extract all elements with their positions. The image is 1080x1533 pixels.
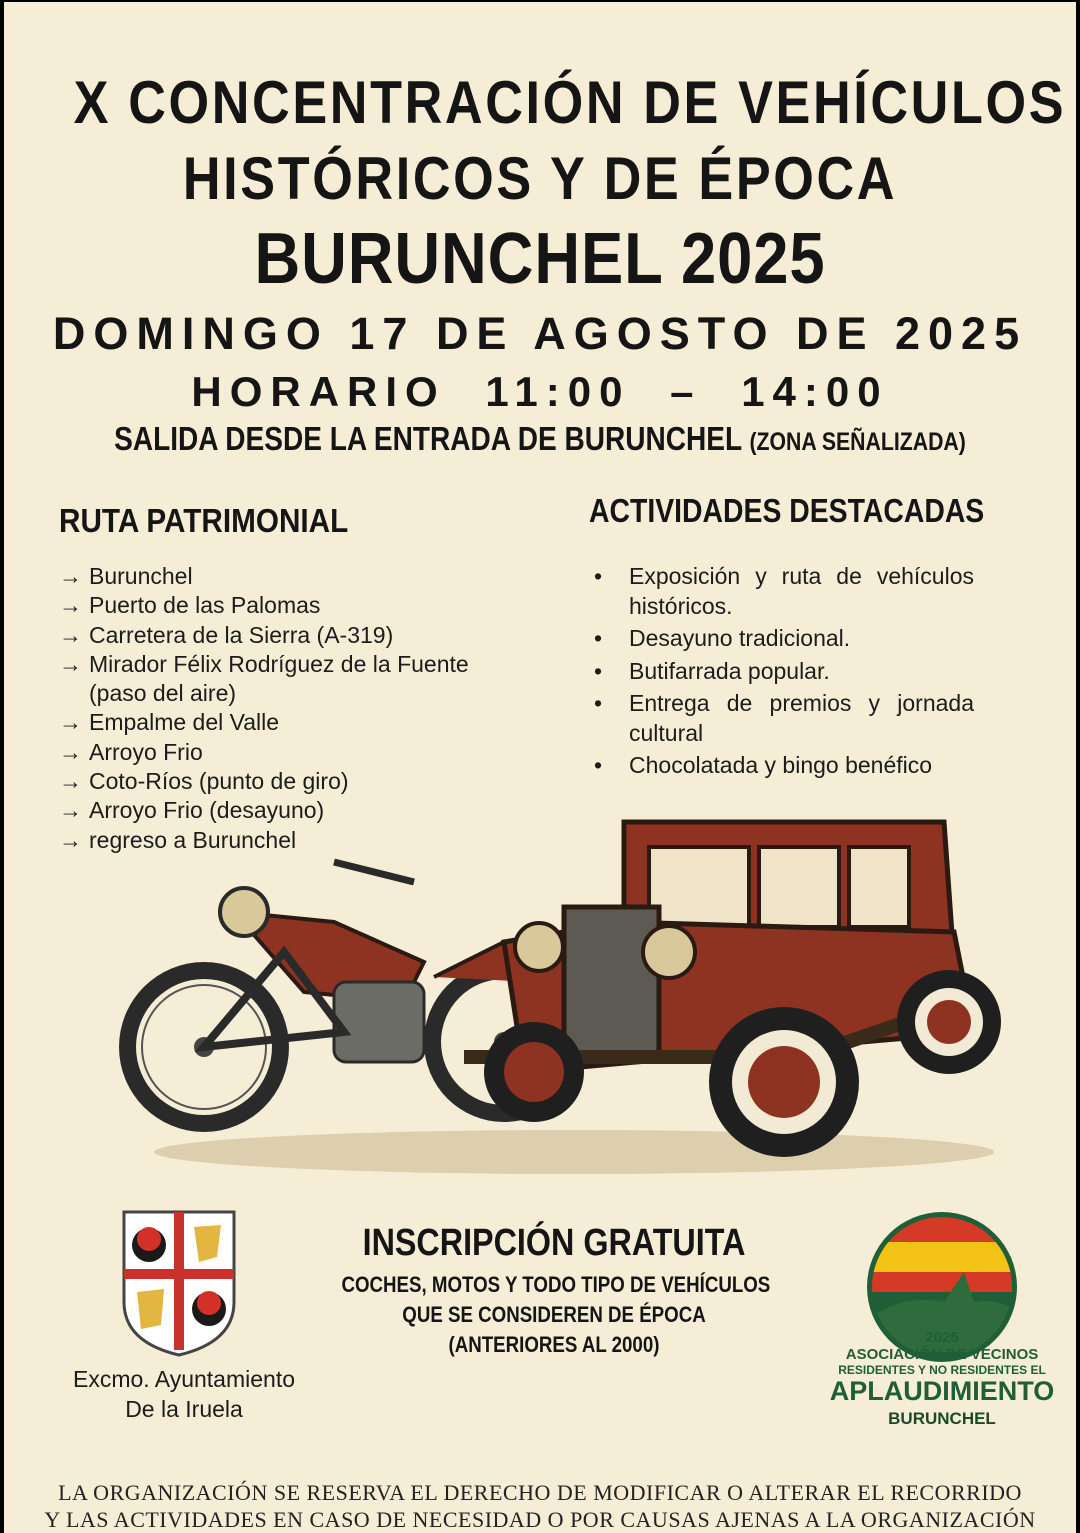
arrow-right-icon: → — [59, 563, 82, 589]
title-line-2: HISTÓRICOS Y DE ÉPOCA — [182, 145, 898, 212]
activities-list — [594, 562, 974, 784]
route-item-label: Puerto de las Palomas — [89, 592, 321, 619]
event-date: DOMINGO 17 DE AGOSTO DE 2025 — [52, 308, 1028, 359]
activity-item — [594, 562, 974, 621]
arrow-right-icon: → — [59, 797, 82, 824]
arrow-right-icon: → — [59, 650, 82, 677]
association-year: 2025 — [925, 1329, 959, 1346]
arrow-right-icon: → — [59, 621, 82, 648]
route-item — [59, 562, 529, 591]
route-item-label: Empalme del Valle — [89, 709, 280, 736]
route-item — [59, 650, 529, 709]
registration-line-2: QUE SE CONSIDEREN DE ÉPOCA — [402, 1302, 706, 1327]
activities-heading: ACTIVIDADES DESTACADAS — [589, 492, 985, 529]
arrow-right-icon: → — [59, 826, 82, 853]
association-line-2: RESIDENTES Y NO RESIDENTES EL — [838, 1363, 1046, 1377]
title-line-1: X CONCENTRACIÓN DE VEHÍCULOS — [73, 69, 1067, 136]
vintage-vehicles-illustration — [104, 802, 1004, 1192]
bullet-icon: • — [594, 690, 603, 716]
title-line-3: BURUNCHEL 2025 — [254, 219, 826, 299]
route-item — [59, 591, 529, 620]
arrow-right-icon: → — [59, 768, 82, 795]
arrow-right-icon: → — [59, 738, 82, 765]
activity-item — [594, 689, 974, 748]
association-line-3: APLAUDIMIENTO — [829, 1376, 1055, 1406]
route-item-label: Carretera de la Sierra (A-319) — [89, 621, 394, 648]
footer-line-2: Y LAS ACTIVIDADES EN CASO DE NECESIDAD O POR CAUSAS AJENAS A LA ORGANIZACIÓN — [44, 1507, 1036, 1532]
activity-item-label: Exposición y ruta de vehículos históricos. — [629, 563, 974, 619]
arrow-right-icon: → — [59, 709, 82, 736]
ayuntamiento-line-2: De la Iruela — [125, 1396, 243, 1422]
ayuntamiento-line-1: Excmo. Ayuntamiento — [72, 1366, 296, 1392]
ayuntamiento-coat-of-arms — [119, 1207, 239, 1357]
bullet-icon: • — [594, 563, 603, 589]
activity-item — [594, 624, 974, 654]
route-item-label: Coto-Ríos (punto de giro) — [89, 768, 349, 795]
registration-line-1: COCHES, MOTOS Y TODO TIPO DE VEHÍCULOS — [341, 1272, 771, 1297]
activity-item-label: Desayuno tradicional. — [629, 625, 851, 651]
event-schedule: HORARIO 11:00 – 14:00 — [191, 368, 889, 415]
route-item — [59, 738, 529, 767]
association-line-4: BURUNCHEL — [888, 1409, 996, 1428]
departure-main: SALIDA DESDE LA ENTRADA DE BURUNCHEL — [114, 420, 742, 457]
departure-note: (ZONA SEÑALIZADA) — [749, 428, 966, 456]
bullet-icon: • — [594, 625, 603, 651]
activity-item — [594, 657, 974, 687]
activity-item-label: Butifarrada popular. — [629, 657, 830, 684]
route-item — [59, 708, 529, 737]
departure-info — [84, 420, 995, 458]
route-item-label: Burunchel — [89, 563, 193, 589]
route-item-label: regreso a Burunchel — [89, 826, 297, 853]
activity-item — [594, 751, 974, 781]
car-illustration — [464, 822, 1001, 1157]
association-line-1: ASOCIACIÓN DE VECINOS — [845, 1346, 1039, 1363]
route-item-label: Arroyo Frio (desayuno) — [89, 797, 325, 824]
route-item — [59, 621, 529, 650]
arrow-right-icon: → — [59, 592, 82, 619]
bullet-icon: • — [594, 657, 603, 684]
bullet-icon: • — [594, 752, 603, 778]
route-item-label: Mirador Félix Rodríguez de la Fuente (paso del aire) — [89, 650, 469, 707]
registration-line-3: (ANTERIORES AL 2000) — [448, 1332, 660, 1357]
route-item — [59, 767, 529, 796]
activity-item-label: Chocolatada y bingo benéfico — [629, 752, 933, 778]
footer-line-1: LA ORGANIZACIÓN SE RESERVA EL DERECHO DE MODIFICAR O ALTERAR EL RECORRIDO — [58, 1480, 1022, 1505]
event-poster — [4, 2, 1076, 1533]
registration-title: INSCRIPCIÓN GRATUITA — [362, 1222, 746, 1264]
ayuntamiento-name — [34, 1364, 334, 1424]
route-heading: RUTA PATRIMONIAL — [59, 502, 349, 539]
route-item-label: Arroyo Frio — [89, 738, 203, 765]
activity-item-label: Entrega de premios y jornada cultural — [629, 690, 974, 746]
